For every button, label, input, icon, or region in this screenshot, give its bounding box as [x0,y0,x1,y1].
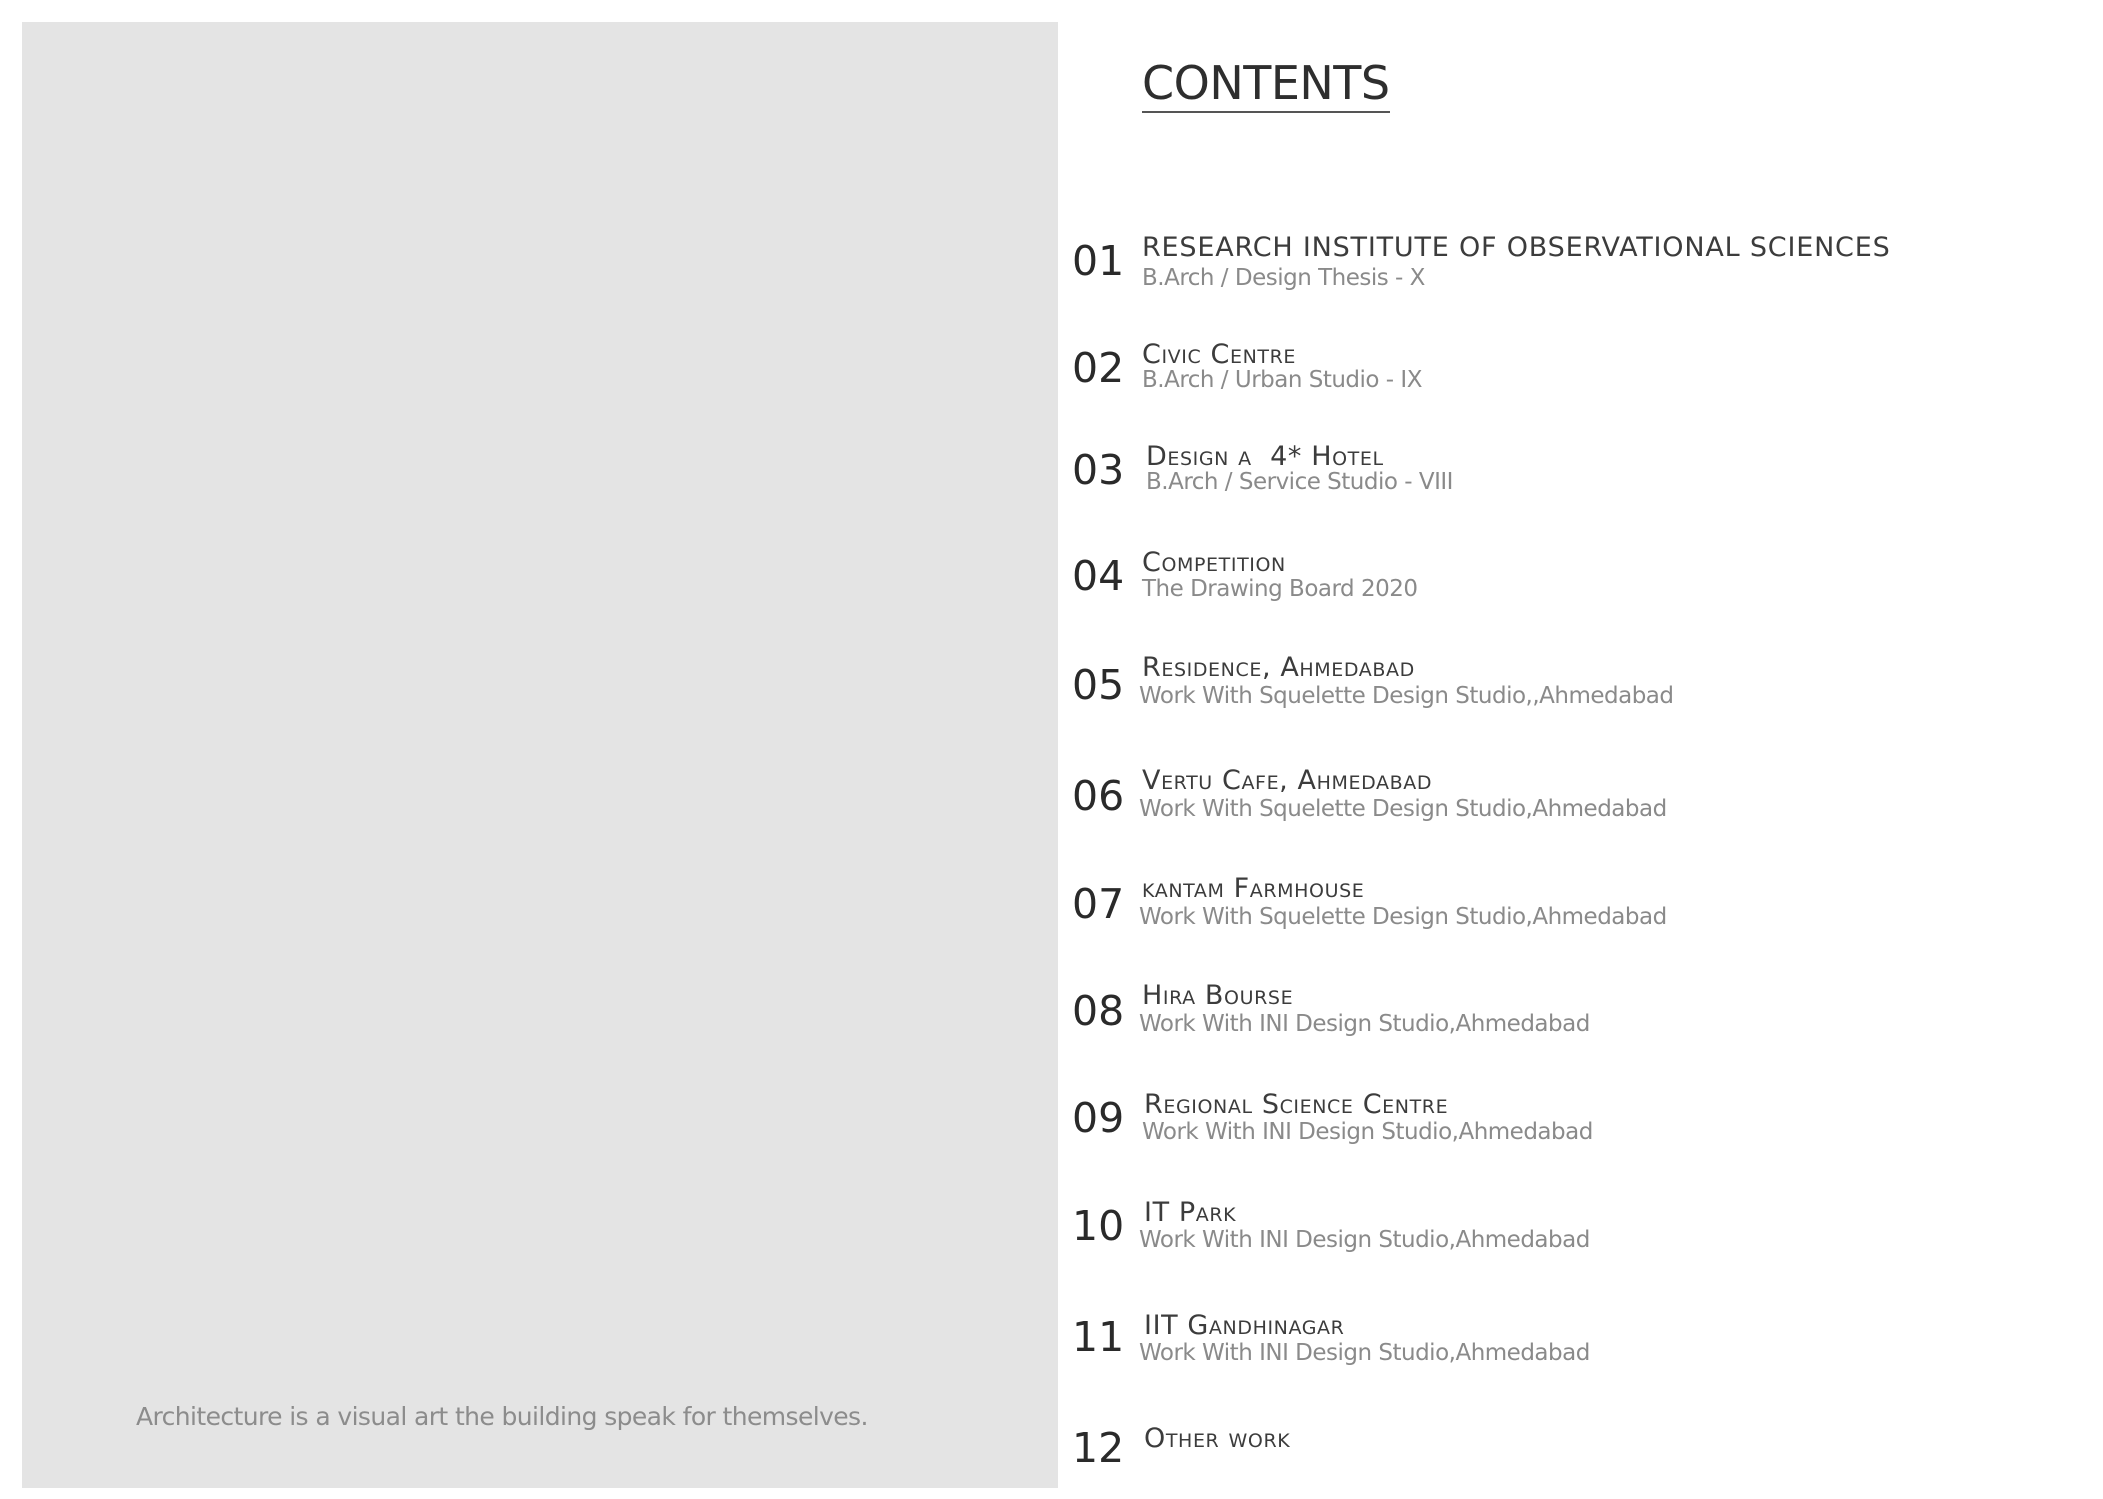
entry-subtitle: The Drawing Board 2020 [1142,576,1418,602]
entry-number: 06 [1072,772,1125,820]
entry-subtitle: Work With Squelette Design Studio,,Ahmedabad [1139,683,1674,709]
entry-title: Vertu Cafe, Ahmedabad [1142,765,1433,796]
entry-title: Residence, Ahmedabad [1142,652,1415,683]
cover-image-panel [22,22,1058,1488]
entry-number: 02 [1072,344,1125,392]
contents-entry[interactable] [1072,766,2072,846]
entry-title: RESEARCH INSTITUTE OF OBSERVATIONAL SCIENCES [1142,232,1891,263]
entry-title: IT Park [1144,1197,1237,1228]
entry-subtitle: B.Arch / Design Thesis - X [1142,265,1425,291]
architecture-quote: Architecture is a visual art the building speak for themselves. [136,1402,868,1431]
entry-title: Design a 4* Hotel [1146,441,1384,472]
entry-number: 09 [1072,1094,1125,1142]
entry-title: Regional Science Centre [1144,1089,1449,1120]
entry-title: IIT Gandhinagar [1144,1310,1345,1341]
contents-entry[interactable] [1072,340,2072,420]
entry-number: 11 [1072,1313,1125,1361]
entry-title: kantam Farmhouse [1142,873,1365,904]
contents-entry[interactable] [1072,653,2072,733]
contents-heading: CONTENTS [1142,58,1390,113]
contents-entry[interactable] [1072,548,2072,628]
entry-subtitle: Work With INI Design Studio,Ahmedabad [1142,1119,1593,1145]
entry-number: 07 [1072,880,1125,928]
entry-number: 05 [1072,661,1125,709]
entry-number: 10 [1072,1202,1125,1250]
contents-entry[interactable] [1072,1198,2072,1278]
contents-entry[interactable] [1072,981,2072,1061]
contents-entry[interactable] [1072,233,2072,313]
entry-title: Competition [1142,547,1286,578]
contents-entry[interactable] [1072,1311,2072,1391]
entry-number: 03 [1072,446,1125,494]
entry-subtitle: B.Arch / Service Studio - VIII [1146,469,1453,495]
entry-number: 01 [1072,237,1125,285]
entry-title: Other work [1144,1423,1291,1454]
contents-entry[interactable] [1072,442,2072,522]
entry-number: 12 [1072,1424,1125,1472]
entry-title: Civic Centre [1142,339,1296,370]
contents-entry[interactable] [1072,1090,2072,1170]
entry-subtitle: Work With Squelette Design Studio,Ahmedabad [1139,904,1667,930]
entry-number: 08 [1072,987,1125,1035]
entry-title: Hira Bourse [1142,980,1294,1011]
entry-subtitle: Work With Squelette Design Studio,Ahmedabad [1139,796,1667,822]
entry-number: 04 [1072,552,1125,600]
entry-subtitle: Work With INI Design Studio,Ahmedabad [1139,1227,1590,1253]
contents-entry[interactable] [1072,1424,2072,1499]
entry-subtitle: B.Arch / Urban Studio - IX [1142,367,1422,393]
contents-entry[interactable] [1072,874,2072,954]
entry-subtitle: Work With INI Design Studio,Ahmedabad [1139,1011,1590,1037]
entry-subtitle: Work With INI Design Studio,Ahmedabad [1139,1340,1590,1366]
